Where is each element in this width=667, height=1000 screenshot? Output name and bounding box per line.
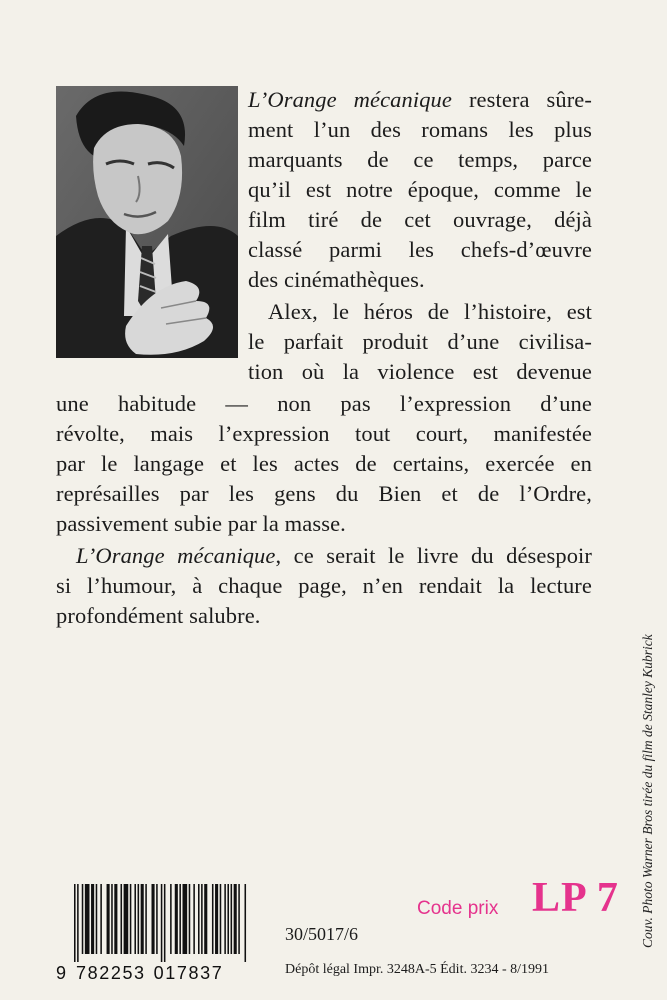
barcode-digits <box>56 963 223 984</box>
book-title-italic: L’Orange mécanique <box>76 543 276 568</box>
barcode-bar <box>224 884 226 954</box>
text-line: profondément salubre. <box>56 603 261 628</box>
barcode-bar <box>179 884 181 954</box>
legal-deposit-line: Dépôt légal Impr. 3248A-5 Édit. 3234 - 8/1991 <box>285 962 550 977</box>
barcode-bar <box>121 884 123 954</box>
text-line: représailles par les gens du Bien et de l’Ordre, <box>56 481 592 506</box>
barcode-bar <box>231 884 233 954</box>
barcode-bar <box>124 884 129 954</box>
isbn-barcode <box>72 884 250 962</box>
barcode-bar <box>74 884 76 962</box>
barcode-bar <box>145 884 147 954</box>
text-line: ment l’un des romans les plus <box>248 117 592 142</box>
barcode-bar <box>238 884 240 954</box>
author-portrait-photo <box>56 86 238 358</box>
barcode-first-digit: 9 <box>56 963 68 983</box>
price-code-value: LP 7 <box>532 875 619 921</box>
barcode-bar <box>107 884 110 954</box>
text-span: , ce serait le livre du désespoir <box>275 543 592 568</box>
text-line: par le langage et les actes de certains, exercée en <box>56 451 592 476</box>
barcode-bar <box>234 884 237 954</box>
barcode-bar <box>100 884 102 954</box>
barcode-bar <box>96 884 98 954</box>
book-title-italic: L’Orange mécanique <box>248 87 452 112</box>
text-line: révolte, mais l’expression tout court, manifestée <box>56 421 592 446</box>
barcode-right-digits: 017837 <box>153 963 224 983</box>
barcode-bar <box>82 884 84 954</box>
barcode-bar <box>183 884 188 954</box>
barcode-bar <box>189 884 191 954</box>
barcode-bar <box>111 884 113 954</box>
barcode-bar <box>156 884 158 954</box>
barcode-bar <box>85 884 90 954</box>
barcode-bar <box>220 884 222 954</box>
price-code-label: Code prix <box>417 898 499 919</box>
text-line: classé parmi les chefs-d’œuvre <box>248 237 592 262</box>
barcode-bar <box>245 884 247 962</box>
text-line <box>248 86 592 114</box>
barcode-bar <box>201 884 203 954</box>
barcode-bar <box>164 884 166 962</box>
text-line: des cinémathèques. <box>248 267 425 292</box>
barcode-left-digits: 782253 <box>76 963 146 983</box>
text-line <box>76 542 592 570</box>
text-line: passivement subie par la masse. <box>56 511 346 536</box>
barcode-bar <box>77 884 79 962</box>
text-line: film tiré de cet ouvrage, déjà <box>248 207 592 232</box>
barcode-bar <box>138 884 140 954</box>
barcode-bar <box>130 884 132 954</box>
barcode-bar <box>227 884 229 954</box>
text-line: une habitude — non pas l’expression d’une <box>56 391 592 416</box>
text-line: qu’il est notre époque, comme le <box>248 177 592 202</box>
text-line: tion où la violence est devenue <box>248 359 592 384</box>
barcode-bar <box>152 884 155 954</box>
barcode-bar <box>215 884 218 954</box>
barcode-bar <box>114 884 117 954</box>
barcode-bar <box>161 884 163 962</box>
text-line: Alex, le héros de l’histoire, est <box>268 299 592 324</box>
text-line: si l’humour, à chaque page, n’en rendait la lecture <box>56 573 592 598</box>
text-line: marquants de ce temps, parce <box>248 147 592 172</box>
barcode-bar <box>91 884 94 954</box>
catalog-reference: 30/5017/6 <box>285 924 359 944</box>
barcode-bar <box>170 884 172 954</box>
text-line: le parfait produit d’une civilisa- <box>248 329 592 354</box>
text-span: restera sûre- <box>468 87 592 112</box>
barcode-bar <box>134 884 136 954</box>
barcode-bar <box>198 884 200 954</box>
barcode-bar <box>204 884 207 954</box>
barcode-bar <box>212 884 214 954</box>
cover-photo-credit: Couv. Photo Warner Bros tirée du film de Stanley Kubrick <box>640 634 655 948</box>
barcode-bar <box>193 884 195 954</box>
barcode-bar <box>175 884 178 954</box>
barcode-bar <box>141 884 144 954</box>
